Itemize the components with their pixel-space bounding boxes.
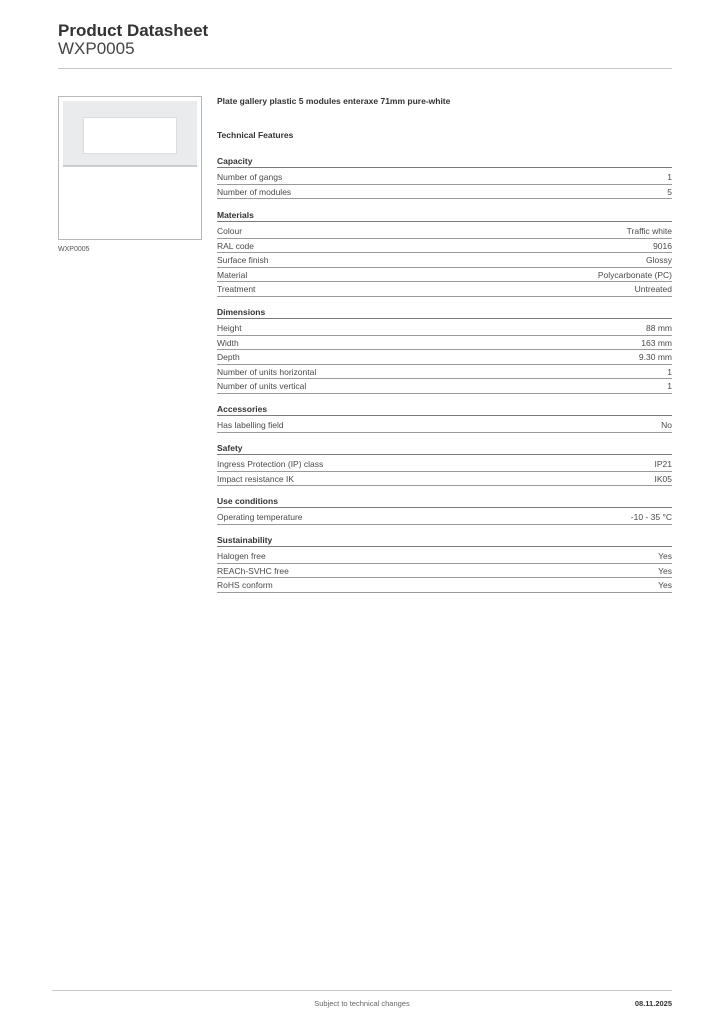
spec-row <box>217 253 672 268</box>
technical-features-heading: Technical Features <box>217 130 294 140</box>
product-image <box>58 96 202 240</box>
spec-label: Impact resistance IK <box>217 473 295 484</box>
spec-label: Surface finish <box>217 255 269 266</box>
spec-row <box>217 321 672 336</box>
cover-plate-graphic <box>63 101 197 167</box>
spec-value: Polycarbonate (PC) <box>597 269 672 280</box>
section-title: Sustainability <box>217 535 672 547</box>
spec-value: 1 <box>667 381 672 392</box>
spec-value: Traffic white <box>626 226 672 236</box>
spec-value: Yes <box>658 580 672 591</box>
footer-date: 08.11.2025 <box>634 999 672 1008</box>
spec-value: 9.30 mm <box>638 352 672 363</box>
plate-window-graphic <box>83 117 177 154</box>
spec-row <box>217 336 672 351</box>
spec-row <box>217 379 672 394</box>
spec-row <box>217 268 672 283</box>
spec-value: 163 mm <box>641 337 672 348</box>
spec-label: Number of units horizontal <box>217 366 317 377</box>
spec-row <box>217 170 672 185</box>
spec-row <box>217 418 672 433</box>
spec-label: Material <box>217 269 248 280</box>
spec-value: Untreated <box>634 284 672 295</box>
spec-label: REACh-SVHC free <box>217 565 289 576</box>
spec-label: Width <box>217 337 239 348</box>
spec-value: Yes <box>658 551 672 561</box>
spec-label: Depth <box>217 352 240 363</box>
image-caption: WXP0005 <box>58 246 90 253</box>
spec-row <box>217 549 672 564</box>
spec-value: 5 <box>667 186 672 197</box>
spec-row <box>217 282 672 297</box>
spec-value: -10 - 35 °C <box>630 512 672 522</box>
section-title: Safety <box>217 443 672 455</box>
product-code: WXP0005 <box>58 39 135 58</box>
spec-value: IK05 <box>654 473 672 484</box>
spec-label: Ingress Protection (IP) class <box>217 459 324 469</box>
product-name: Plate gallery plastic 5 modules enteraxe 71mm pure-white <box>217 96 451 106</box>
spec-label: RoHS conform <box>217 580 273 591</box>
spec-label: Treatment <box>217 284 256 295</box>
spec-label: Has labelling field <box>217 420 284 430</box>
spec-value: Glossy <box>646 255 672 266</box>
spec-label: RAL code <box>217 240 255 251</box>
spec-label: Halogen free <box>217 551 266 561</box>
spec-value: No <box>661 420 672 430</box>
section-title: Use conditions <box>217 496 672 508</box>
spec-row <box>217 185 672 200</box>
footer-note: Subject to technical changes <box>314 999 410 1008</box>
spec-label: Operating temperature <box>217 512 303 522</box>
footer-divider <box>52 990 672 991</box>
spec-row <box>217 457 672 472</box>
section-title: Accessories <box>217 404 672 416</box>
spec-row <box>217 578 672 593</box>
spec-row <box>217 350 672 365</box>
spec-label: Number of gangs <box>217 172 283 182</box>
spec-value: 88 mm <box>646 323 672 333</box>
spec-row <box>217 224 672 239</box>
spec-label: Number of units vertical <box>217 381 307 392</box>
spec-row <box>217 564 672 579</box>
spec-label: Colour <box>217 226 243 236</box>
spec-label: Height <box>217 323 242 333</box>
section-title: Materials <box>217 210 672 222</box>
spec-value: 1 <box>667 172 672 182</box>
spec-value: 1 <box>667 366 672 377</box>
spec-value: 9016 <box>653 240 672 251</box>
spec-label: Number of modules <box>217 186 292 197</box>
header-divider <box>58 68 672 69</box>
section-title: Dimensions <box>217 307 672 319</box>
spec-row <box>217 239 672 254</box>
section-title: Capacity <box>217 156 672 168</box>
page-title: Product Datasheet <box>58 21 209 40</box>
spec-row <box>217 510 672 525</box>
spec-row <box>217 365 672 380</box>
spec-value: Yes <box>658 565 672 576</box>
spec-row <box>217 472 672 487</box>
spec-value: IP21 <box>654 459 672 469</box>
